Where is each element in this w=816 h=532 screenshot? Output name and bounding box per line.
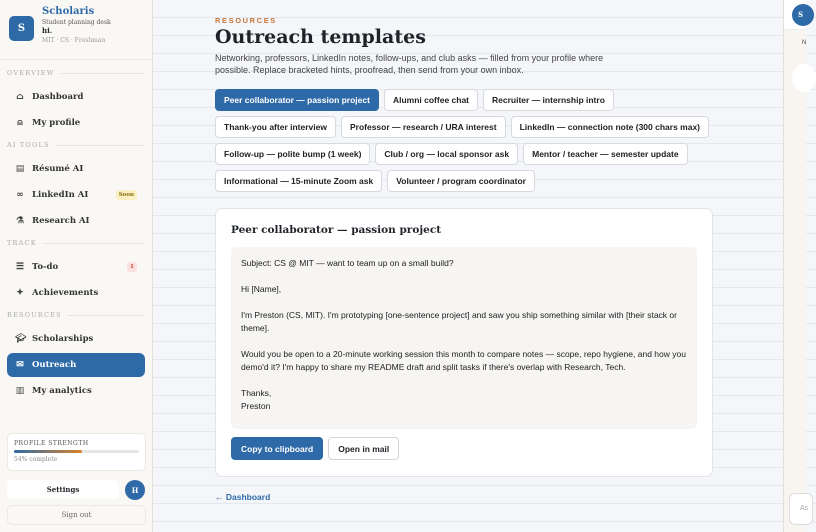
document-icon: ▤ (15, 164, 25, 174)
assistant-avatar: S (792, 4, 814, 26)
template-chip[interactable]: Follow-up — polite bump (1 week) (215, 143, 370, 165)
sidebar-item-resume-ai[interactable] (7, 157, 145, 181)
greeting: hi. (42, 26, 53, 35)
email-signoff: Thanks, (241, 388, 272, 398)
email-paragraph: Would you be open to a 20-minute working session this month to compare notes — scope, repo hygiene, and how you demo'd it? I'm happy to share my README draft and split tasks if there's overlap with Research, Tech. (241, 349, 686, 372)
template-chip[interactable]: Mentor / teacher — semester update (523, 143, 687, 165)
sidebar-item-to-do[interactable] (7, 255, 145, 279)
user-meta: MIT · CS · Freshman (42, 37, 106, 44)
nav-label: LinkedIn AI (32, 190, 89, 200)
strength-label: PROFILE STRENGTH (14, 440, 89, 447)
profile-strength (7, 433, 146, 471)
template-chip[interactable]: Peer collaborator — passion project (215, 89, 379, 111)
template-chip[interactable]: Alumni coffee chat (384, 89, 478, 111)
sidebar-item-outreach[interactable] (7, 353, 145, 377)
tagline: Student planning desk (42, 19, 111, 26)
section-resources: RESOURCES (0, 308, 152, 322)
sign-out-button[interactable]: Sign out (7, 505, 146, 525)
home-icon: ⌂ (16, 92, 24, 102)
email-paragraph: I'm Preston (CS, MIT). I'm prototyping [one-sentence project] and saw you ship something similar with [their stack or theme]. (241, 310, 677, 333)
sidebar-item-my-analytics[interactable] (7, 379, 145, 403)
link-icon: ∞ (16, 190, 24, 200)
template-card (215, 208, 713, 477)
email-greeting: Hi [Name], (241, 284, 282, 294)
template-chip[interactable]: LinkedIn — connection note (300 chars max) (511, 116, 709, 138)
sidebar-item-linkedin-ai[interactable] (7, 183, 145, 207)
copy-to-clipboard-button[interactable]: Copy to clipboard (231, 437, 323, 460)
nav-label: Scholarships (32, 334, 94, 344)
graduation-cap-icon: 🎓︎ (15, 334, 27, 344)
sidebar-item-dashboard[interactable] (7, 85, 145, 109)
template-chip[interactable]: Thank-you after interview (215, 116, 336, 138)
mail-icon: ✉ (16, 360, 24, 370)
nav-label: Achievements (32, 288, 99, 298)
strength-text: 54% complete (14, 456, 58, 463)
template-chip[interactable]: Informational — 15-minute Zoom ask (215, 170, 382, 192)
flask-icon: ⚗ (15, 216, 25, 226)
count-badge: 1 (127, 262, 137, 272)
template-chip[interactable]: Professor — research / URA interest (341, 116, 506, 138)
nav-label: My analytics (32, 386, 92, 396)
nav-label: Dashboard (32, 92, 84, 102)
template-chip[interactable]: Volunteer / program coordinator (387, 170, 535, 192)
nav-label: Outreach (32, 360, 77, 370)
back-to-dashboard-link[interactable]: ← Dashboard (215, 492, 271, 502)
template-chip[interactable]: Club / org — local sponsor ask (375, 143, 518, 165)
list-icon: ☰ (15, 262, 25, 272)
template-title: Peer collaborator — passion project (231, 224, 442, 236)
nav-label: Résumé AI (32, 164, 84, 174)
email-name: Preston (241, 401, 271, 411)
chart-icon: ▥ (15, 386, 25, 396)
template-body (231, 247, 697, 429)
strength-fill (14, 450, 82, 453)
sidebar-item-my-profile[interactable] (7, 111, 145, 135)
section-ai-tools: AI TOOLS (0, 138, 152, 152)
email-subject: Subject: CS @ MIT — want to team up on a small build? (241, 258, 454, 268)
user-avatar[interactable]: H (125, 480, 145, 500)
soon-badge: Soon (116, 190, 137, 200)
user-icon: ⍝ (17, 118, 23, 128)
page-title: Outreach templates (215, 26, 426, 48)
nav-label: My profile (32, 118, 81, 128)
section-overview: OVERVIEW (0, 66, 152, 80)
open-in-mail-button[interactable]: Open in mail (328, 437, 399, 460)
sidebar-item-scholarships[interactable] (7, 327, 145, 351)
assistant-input[interactable]: As (789, 493, 813, 525)
sidebar-item-achievements[interactable] (7, 281, 145, 305)
template-chips (215, 89, 735, 192)
eyebrow: RESOURCES (215, 16, 277, 25)
nav-label: To-do (32, 262, 59, 272)
assistant-label: N (802, 40, 807, 46)
strength-bar (14, 450, 139, 453)
nav-label: Research AI (32, 216, 90, 226)
brand-header (0, 0, 152, 60)
sidebar (0, 0, 153, 532)
logo: S (9, 16, 34, 41)
section-track: TRACK (0, 236, 152, 250)
app-name: Scholaris (42, 6, 95, 17)
sparkle-icon: ✦ (16, 288, 24, 298)
page-description: Networking, professors, LinkedIn notes, follow-ups, and club asks — filled from your profile where possible. Replace bracketed hints, proofread, then send from your own inbox. (215, 53, 604, 75)
assistant-panel (783, 0, 809, 532)
settings-button[interactable]: Settings (7, 480, 119, 499)
chat-bubble (792, 64, 816, 92)
template-chip[interactable]: Recruiter — internship intro (483, 89, 614, 111)
sidebar-item-research-ai[interactable] (7, 209, 145, 233)
